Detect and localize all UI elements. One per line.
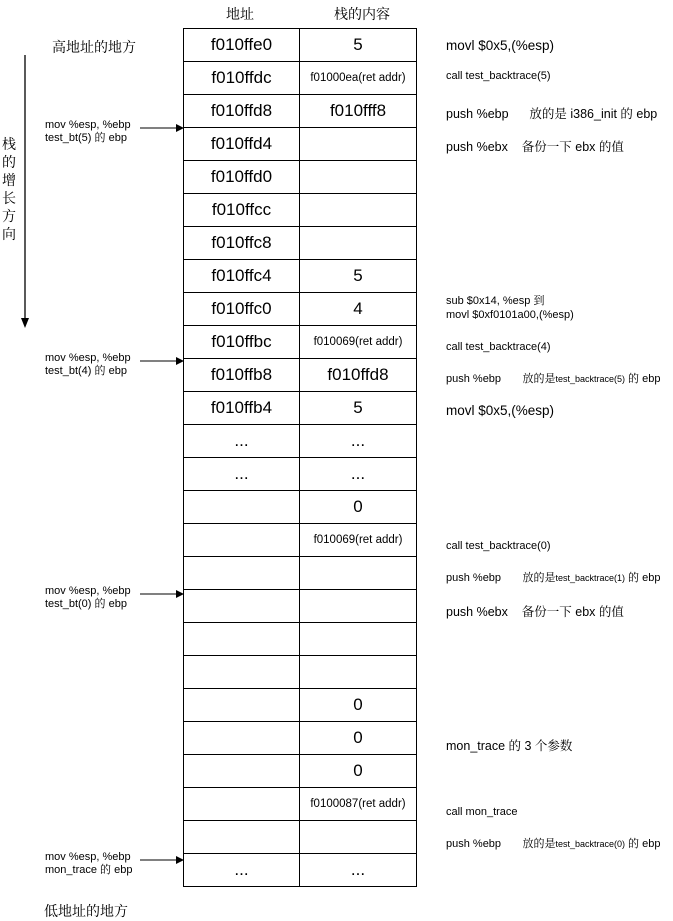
annotation-test-bt5: [45, 119, 131, 145]
stack-row: [184, 392, 417, 425]
stack-row: [184, 557, 417, 590]
note-text: push %ebp: [446, 107, 509, 121]
stack-address-cell: f010ffcc: [184, 194, 300, 227]
growth-char: 方: [2, 208, 16, 224]
stack-row: [184, 656, 417, 689]
annotation-test-bt0: [45, 585, 131, 611]
stack-address-cell: ...: [184, 425, 300, 458]
note-push-ebp-4: [446, 835, 660, 851]
stack-content-cell: [300, 194, 417, 227]
note-text: test_backtrace(1): [555, 573, 625, 583]
stack-content-cell: [300, 128, 417, 161]
stack-address-cell: [184, 524, 300, 557]
stack-row: [184, 29, 417, 62]
note-text: 放的是 i386_init 的 ebp: [529, 107, 658, 121]
stack-row: [184, 326, 417, 359]
note-text: push %ebx: [446, 605, 508, 619]
note-sub-movl: [446, 294, 574, 322]
stack-content-cell: [300, 557, 417, 590]
stack-row: [184, 293, 417, 326]
growth-arrow: [21, 55, 29, 328]
note-line: movl $0xf0101a00,(%esp): [446, 309, 574, 321]
annotation-line: mov %esp, %ebp: [45, 352, 131, 364]
note-text: push %ebp: [446, 838, 502, 850]
note-call-bt0: call test_backtrace(0): [446, 540, 551, 552]
stack-row: [184, 590, 417, 623]
growth-char: 向: [2, 226, 16, 242]
stack-address-cell: f010ffc8: [184, 227, 300, 260]
annotation-line: mov %esp, %ebp: [45, 119, 131, 131]
annotation-test-bt4: [45, 352, 131, 378]
note-text: 备份一下 ebx 的值: [521, 140, 624, 154]
stack-content-cell: 0: [300, 722, 417, 755]
arrow-test-bt5-ebp: [140, 124, 184, 132]
stack-address-cell: [184, 788, 300, 821]
stack-content-cell: f010ffd8: [300, 359, 417, 392]
note-text: push %ebp: [446, 373, 502, 385]
stack-address-cell: f010ffd4: [184, 128, 300, 161]
stack-content-cell: [300, 161, 417, 194]
stack-address-cell: f010ffb4: [184, 392, 300, 425]
stack-address-cell: ...: [184, 458, 300, 491]
stack-content-cell: 5: [300, 29, 417, 62]
stack-content-cell: [300, 590, 417, 623]
note-text: push %ebx: [446, 140, 508, 154]
stack-content-cell: 0: [300, 491, 417, 524]
note-text: 的 ebp: [628, 838, 661, 850]
note-push-ebp-1: [446, 104, 657, 122]
stack-row: [184, 95, 417, 128]
arrow-mon-trace-ebp: [140, 856, 184, 864]
stack-content-cell: [300, 623, 417, 656]
stack-address-cell: [184, 557, 300, 590]
note-text: test_backtrace(5): [555, 374, 625, 384]
note-push-ebx-1: [446, 137, 624, 155]
growth-char: 增: [2, 172, 16, 188]
stack-content-cell: 4: [300, 293, 417, 326]
stack-content-cell: 0: [300, 755, 417, 788]
stack-address-cell: [184, 491, 300, 524]
note-text: push %ebp: [446, 572, 502, 584]
stack-address-cell: [184, 590, 300, 623]
note-text: 的 ebp: [628, 572, 661, 584]
stack-content-cell: ...: [300, 425, 417, 458]
stack-content-cell: f010069(ret addr): [300, 326, 417, 359]
stack-row: [184, 194, 417, 227]
annotation-line: mov %esp, %ebp: [45, 585, 131, 597]
note-text: test_backtrace(0): [555, 839, 625, 849]
note-movl-5-b: movl $0x5,(%esp): [446, 403, 555, 418]
annotation-line: test_bt(5) 的 ebp: [45, 132, 127, 144]
growth-char: 长: [2, 190, 16, 206]
stack-address-cell: [184, 755, 300, 788]
stack-content-cell: f0100087(ret addr): [300, 788, 417, 821]
stack-address-cell: [184, 623, 300, 656]
annotation-line: test_bt(4) 的 ebp: [45, 365, 127, 377]
note-text: 放的是: [522, 373, 556, 385]
note-movl-5: movl $0x5,(%esp): [446, 38, 555, 53]
stack-row: [184, 821, 417, 854]
stack-row: [184, 491, 417, 524]
stack-row: [184, 458, 417, 491]
stack-content-cell: [300, 656, 417, 689]
stack-address-cell: [184, 656, 300, 689]
stack-content-cell: [300, 821, 417, 854]
stack-row: [184, 722, 417, 755]
annotation-mon-trace: [45, 851, 132, 877]
stack-address-cell: f010ffd0: [184, 161, 300, 194]
stack-row: [184, 623, 417, 656]
stack-address-cell: f010ffe0: [184, 29, 300, 62]
stack-content-cell: f01000ea(ret addr): [300, 62, 417, 95]
stack-content-cell: ...: [300, 458, 417, 491]
address-header: 地址: [226, 6, 254, 22]
stack-address-cell: f010ffb8: [184, 359, 300, 392]
note-call-bt4: call test_backtrace(4): [446, 341, 551, 353]
note-text: 的 ebp: [628, 373, 661, 385]
stack-row: [184, 755, 417, 788]
note-text: 放的是: [522, 572, 556, 584]
stack-row: [184, 128, 417, 161]
stack-row: [184, 788, 417, 821]
stack-row: [184, 260, 417, 293]
stack-row: [184, 524, 417, 557]
stack-content-cell: [300, 227, 417, 260]
stack-content-cell: f010fff8: [300, 95, 417, 128]
stack-row: [184, 62, 417, 95]
stack-address-cell: [184, 821, 300, 854]
stack-content-cell: ...: [300, 854, 417, 887]
stack-address-cell: f010ffc4: [184, 260, 300, 293]
stack-content-cell: 0: [300, 689, 417, 722]
stack-address-cell: f010ffbc: [184, 326, 300, 359]
arrow-test-bt4-ebp: [140, 357, 184, 365]
stack-address-cell: [184, 689, 300, 722]
arrow-test-bt0-ebp: [140, 590, 184, 598]
note-mon-trace-args: mon_trace 的 3 个参数: [446, 739, 573, 753]
growth-char: 的: [2, 154, 16, 170]
stack-row: [184, 359, 417, 392]
stack-address-cell: f010ffc0: [184, 293, 300, 326]
annotation-line: test_bt(0) 的 ebp: [45, 598, 127, 610]
growth-char: 栈: [2, 136, 16, 152]
stack-row: [184, 854, 417, 887]
stack-address-cell: ...: [184, 854, 300, 887]
stack-address-cell: [184, 722, 300, 755]
note-call-bt5: call test_backtrace(5): [446, 70, 551, 82]
stack-address-cell: f010ffd8: [184, 95, 300, 128]
note-push-ebx-2: [446, 602, 624, 620]
content-header: 栈的内容: [334, 6, 390, 22]
note-call-mon-trace: call mon_trace: [446, 806, 518, 818]
note-line: sub $0x14, %esp 到: [446, 295, 545, 307]
low-address-label: 低地址的地方: [44, 903, 128, 919]
high-address-label: 高地址的地方: [52, 39, 136, 55]
stack-row: [184, 689, 417, 722]
stack-content-cell: 5: [300, 260, 417, 293]
stack-address-cell: f010ffdc: [184, 62, 300, 95]
stack-content-cell: f010069(ret addr): [300, 524, 417, 557]
annotation-line: mov %esp, %ebp: [45, 851, 131, 863]
note-text: 备份一下 ebx 的值: [521, 605, 624, 619]
note-text: 放的是: [522, 838, 556, 850]
stack-content-cell: 5: [300, 392, 417, 425]
annotation-line: mon_trace 的 ebp: [45, 864, 133, 876]
note-push-ebp-3: [446, 569, 660, 585]
stack-row: [184, 161, 417, 194]
stack-row: [184, 425, 417, 458]
stack-table: [183, 28, 417, 887]
note-push-ebp-2: [446, 370, 660, 386]
stack-row: [184, 227, 417, 260]
